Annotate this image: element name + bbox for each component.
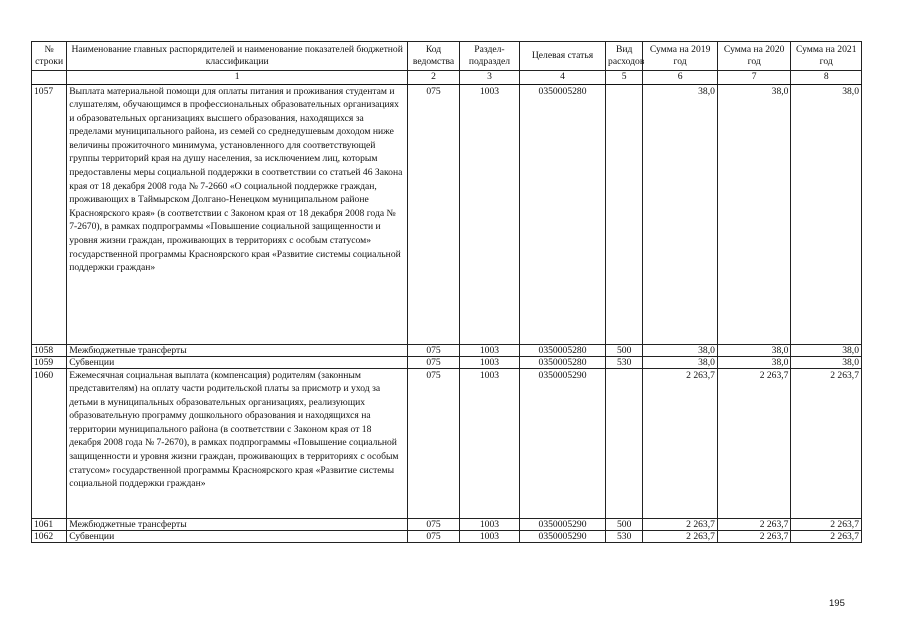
target-item: 0350005280: [520, 84, 606, 344]
section-code: 1003: [459, 368, 519, 518]
header-target-item: Целевая статья: [520, 42, 606, 71]
sum-2020: 2 263,7: [717, 368, 791, 518]
section-code: 1003: [459, 518, 519, 530]
sum-2021: 2 263,7: [791, 368, 862, 518]
column-number: 7: [717, 71, 791, 85]
sum-2019: 2 263,7: [643, 368, 718, 518]
dept-code: 075: [408, 530, 460, 542]
expense-type: 500: [606, 518, 643, 530]
column-number: 1: [67, 71, 408, 85]
sum-2021: 2 263,7: [791, 530, 862, 542]
header-expense-type: Вид расходов: [606, 42, 643, 71]
row-number: 1058: [32, 344, 67, 356]
table-row: [32, 84, 862, 344]
dept-code: 075: [408, 84, 460, 344]
header-sum-2021: Сумма на 2021 год: [791, 42, 862, 71]
section-code: 1003: [459, 84, 519, 344]
expense-type: 500: [606, 344, 643, 356]
expense-type: [606, 368, 643, 518]
table-row: [32, 344, 862, 356]
sum-2020: 38,0: [717, 344, 791, 356]
row-number: 1062: [32, 530, 67, 542]
expense-type: 530: [606, 356, 643, 368]
header-sum-2020: Сумма на 2020 год: [717, 42, 791, 71]
column-number: 8: [791, 71, 862, 85]
row-number: 1060: [32, 368, 67, 518]
sum-2021: 38,0: [791, 344, 862, 356]
row-number: 1061: [32, 518, 67, 530]
sum-2020: 38,0: [717, 356, 791, 368]
sum-2019: 2 263,7: [643, 518, 718, 530]
sum-2019: 2 263,7: [643, 530, 718, 542]
target-item: 0350005290: [520, 530, 606, 542]
budget-table: [31, 41, 862, 543]
expense-type: [606, 84, 643, 344]
column-number: 3: [459, 71, 519, 85]
dept-code: 075: [408, 518, 460, 530]
dept-code: 075: [408, 356, 460, 368]
sum-2019: 38,0: [643, 344, 718, 356]
sum-2020: 2 263,7: [717, 518, 791, 530]
header-name: Наименование главных распорядителей и наименование показателей бюджетной классификации: [67, 42, 408, 71]
table-row: [32, 368, 862, 518]
dept-code: 075: [408, 368, 460, 518]
column-number-blank: [32, 71, 67, 85]
section-code: 1003: [459, 344, 519, 356]
row-number: 1059: [32, 356, 67, 368]
column-number: 6: [643, 71, 718, 85]
column-number: 4: [520, 71, 606, 85]
section-code: 1003: [459, 356, 519, 368]
header-row: [32, 42, 862, 71]
sum-2021: 38,0: [791, 84, 862, 344]
expense-type: 530: [606, 530, 643, 542]
table-row: [32, 518, 862, 530]
header-sum-2019: Сумма на 2019 год: [643, 42, 718, 71]
column-number: 5: [606, 71, 643, 85]
sum-2020: 2 263,7: [717, 530, 791, 542]
target-item: 0350005290: [520, 368, 606, 518]
row-name: Межбюджетные трансферты: [67, 518, 408, 530]
row-name: Выплата материальной помощи для оплаты питания и проживания студентам и слушателям, обучающимся в профессиональных образовательных организациях и образовательных организациях высшего образования, находящихся за пределами муниципального района, из семей со среднедушевым доходом ниже величины прожиточного минимума, установленного для соответствующей группы территорий края на душу населения, за исключением лиц, которым предоставлены меры социальной поддержки в соответствии со статьей 46 Закона края от 18 декабря 2008 года № 7-2660 «О социальной поддержке граждан, проживающих в Таймырском Долгано-Ненецком муниципальном районе Красноярского края» (в соответствии с Законом края от 18 декабря 2008 года № 7-2670), в рамках подпрограммы «Повышение социальной защищенности и уровня жизни граждан, проживающих в территориях с особым статусом» государственной программы Красноярского края «Развитие системы социальной поддержки граждан»: [67, 84, 408, 344]
target-item: 0350005280: [520, 356, 606, 368]
row-name: Субвенции: [67, 530, 408, 542]
sum-2020: 38,0: [717, 84, 791, 344]
table-row: [32, 530, 862, 542]
row-name: Субвенции: [67, 356, 408, 368]
page-number: 195: [829, 598, 845, 609]
target-item: 0350005290: [520, 518, 606, 530]
dept-code: 075: [408, 344, 460, 356]
column-number-row: [32, 71, 862, 85]
row-number: 1057: [32, 84, 67, 344]
row-name: Ежемесячная социальная выплата (компенсация) родителям (законным представителям) на оплату части родительской платы за присмотр и уход за детьми в муниципальных образовательных организациях, реализующих образовательную программу дошкольного образования и находящихся на территории муниципального района (в соответствии с Законом края от 18 декабря 2008 года № 7-2670), в рамках подпрограммы «Повышение социальной защищенности и уровня жизни граждан, проживающих в территориях с особым статусом» государственной программы Красноярского края «Развитие системы социальной поддержки граждан»: [67, 368, 408, 518]
table-row: [32, 356, 862, 368]
sum-2019: 38,0: [643, 356, 718, 368]
header-section: Раздел-подраздел: [459, 42, 519, 71]
sum-2021: 38,0: [791, 356, 862, 368]
header-row-number: № строки: [32, 42, 67, 71]
sum-2019: 38,0: [643, 84, 718, 344]
sum-2021: 2 263,7: [791, 518, 862, 530]
section-code: 1003: [459, 530, 519, 542]
column-number: 2: [408, 71, 460, 85]
header-dept-code: Код ведомства: [408, 42, 460, 71]
row-name: Межбюджетные трансферты: [67, 344, 408, 356]
target-item: 0350005280: [520, 344, 606, 356]
